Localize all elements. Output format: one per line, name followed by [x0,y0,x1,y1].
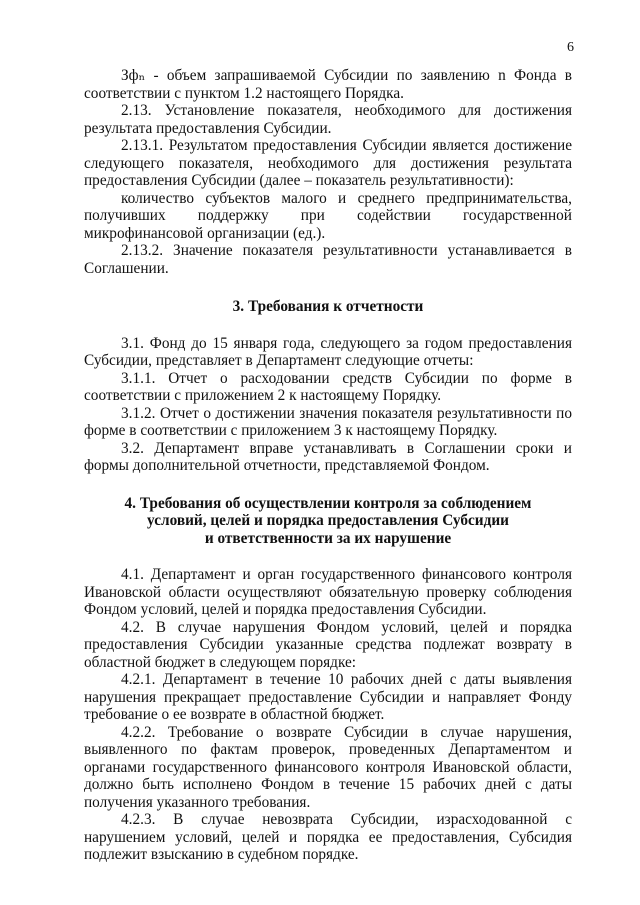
section-4-heading-line: и ответственности за их нарушение [204,529,452,547]
document-body [84,67,572,864]
section-3-heading: 3. Требования к отчетности [232,298,424,315]
paragraph-2-13: 2.13. Установление показателя, необходимого для достижения результата предоставления Субсидии. [84,102,572,137]
paragraph-4-1: 4.1. Департамент и орган государственного финансового контроля Ивановской области осуществляют обязательную проверку соблюдения Фондом условий, целей и порядка предоставления Субсидии. [84,566,572,618]
paragraph-4-2-1: 4.2.1. Департамент в течение 10 рабочих дней с даты выявления нарушения прекращает предоставление Субсидии и направляет Фонду требование о ее возврате в областной бюджет. [84,671,572,723]
section-4-heading-line: условий, целей и порядка предоставления Субсидии [147,512,509,529]
section-4-heading [84,495,572,548]
paragraph-4-2-2: 4.2.2. Требование о возврате Субсидии в случае нарушения, выявленного по фактам проверок, проведенных Департаментом и органами государственного финансового контроля Ивановской области, должно быть исполнено Фондом в течение 15 рабочих дней с даты получения указанного требования. [84,723,572,811]
paragraph-2-13-2: 2.13.2. Значение показателя результативности устанавливается в Соглашении. [84,242,572,277]
paragraph-formula-note: Зфₙ - объем запрашиваемой Субсидии по заявлению n Фонда в соответствии с пунктом 1.2 настоящего Порядка. [84,67,572,102]
paragraph-3-1: 3.1. Фонд до 15 января года, следующего за годом предоставления Субсидии, представляет в Департамент следующие отчеты: [84,334,572,369]
paragraph-3-1-1: 3.1.1. Отчет о расходовании средств Субсидии по форме в соответствии с приложением 2 к настоящему Порядку. [84,369,572,404]
paragraph-3-2: 3.2. Департамент вправе устанавливать в Соглашении сроки и формы дополнительной отчетности, представляемой Фондом. [84,439,572,474]
paragraph-2-13-1: 2.13.1. Результатом предоставления Субсидии является достижение следующего показателя, необходимого для достижения результата предоставления Субсидии (далее – показатель результативности): [84,137,572,189]
paragraph-indicator: количество субъектов малого и среднего предпринимательства, получивших поддержку при содействии государственной микрофинансовой организации (ед.). [84,189,572,242]
page-number: 6 [567,40,574,55]
section-4-heading-line: 4. Требования об осуществлении контроля за соблюдением [124,494,532,512]
paragraph-4-2: 4.2. В случае нарушения Фондом условий, целей и порядка предоставления Субсидии указанные средства подлежат возврату в областной бюджет в следующем порядке: [84,618,572,671]
paragraph-4-2-3: 4.2.3. В случае невозврата Субсидии, израсходованной с нарушением условий, целей и порядка ее предоставления, Субсидия подлежит взысканию в судебном порядке. [84,811,572,863]
paragraph-3-1-2: 3.1.2. Отчет о достижении значения показателя результативности по форме в соответствии с приложением 3 к настоящему Порядку. [84,404,572,439]
